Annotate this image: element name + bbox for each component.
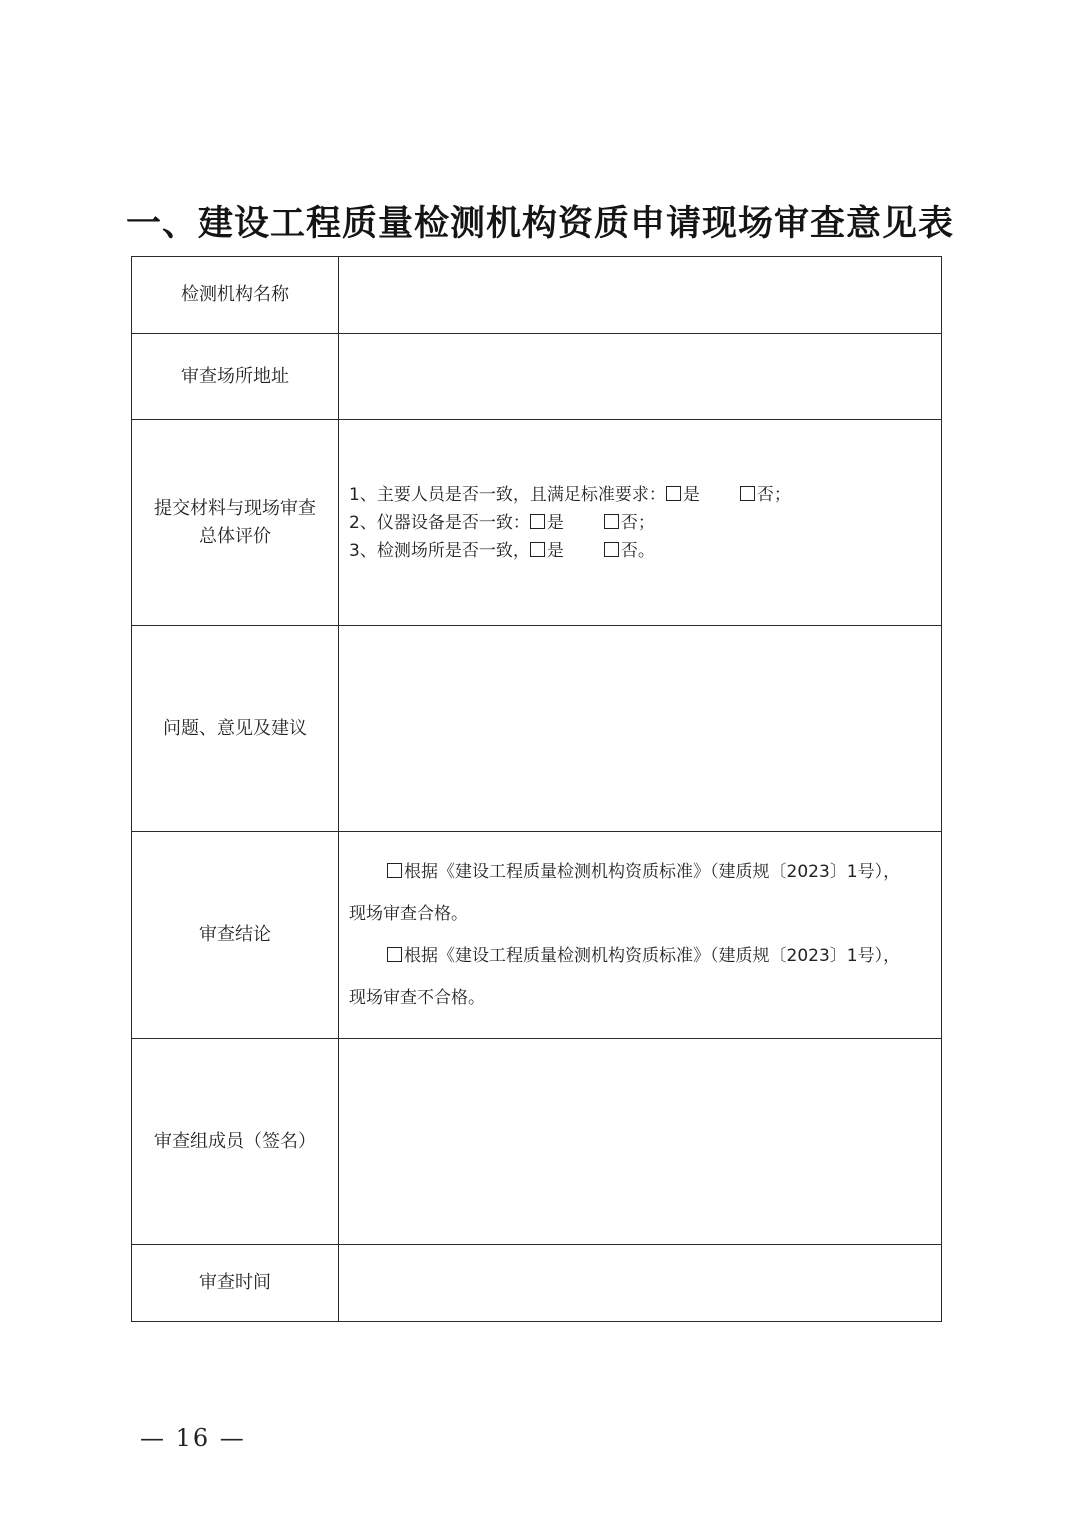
- fail-line1: 根据《建设工程质量检测机构资质标准》（建质规〔2023〕1号），: [404, 946, 901, 966]
- yes-option[interactable]: [666, 481, 700, 509]
- pass-line2: 现场审查合格。: [349, 904, 468, 924]
- checkbox-icon[interactable]: [740, 486, 755, 501]
- yes-option[interactable]: [530, 537, 564, 565]
- evaluation-item-text: 1、主要人员是否一致，且满足标准要求：: [349, 484, 666, 505]
- issues-label: 问题、意见及建议: [132, 626, 339, 832]
- fail-option[interactable]: [349, 935, 933, 977]
- org-name-field[interactable]: [339, 257, 942, 334]
- issues-field[interactable]: [339, 626, 942, 832]
- site-address-label: 审查场所地址: [132, 334, 339, 420]
- evaluation-item: [349, 537, 941, 565]
- table-row: [132, 1245, 942, 1322]
- review-time-field[interactable]: [339, 1245, 942, 1322]
- evaluation-item: [349, 509, 941, 537]
- table-row: [132, 1039, 942, 1245]
- pass-line1: 根据《建设工程质量检测机构资质标准》（建质规〔2023〕1号），: [404, 862, 901, 882]
- no-label: 否；: [756, 484, 791, 505]
- table-row: [132, 334, 942, 420]
- no-option[interactable]: [604, 509, 655, 537]
- conclusion-label: 审查结论: [132, 832, 339, 1039]
- yes-label: 是: [546, 540, 564, 561]
- checkbox-icon[interactable]: [604, 542, 619, 557]
- no-label: 否；: [620, 512, 655, 533]
- fail-line2: 现场审查不合格。: [349, 988, 485, 1008]
- checkbox-icon[interactable]: [530, 514, 545, 529]
- review-form-table: [131, 256, 942, 1322]
- table-row: [132, 832, 942, 1039]
- yes-option[interactable]: [530, 509, 564, 537]
- evaluation-list: [339, 481, 941, 565]
- table-row: [132, 626, 942, 832]
- org-name-label: 检测机构名称: [132, 257, 339, 334]
- table-row: [132, 257, 942, 334]
- evaluation-item-text: 3、检测场所是否一致，: [349, 540, 530, 561]
- conclusion-options: [339, 851, 941, 1019]
- checkbox-icon[interactable]: [666, 486, 681, 501]
- evaluation-field: [339, 420, 942, 626]
- checkbox-icon[interactable]: [387, 863, 402, 878]
- page-number: — 16 —: [140, 1424, 246, 1452]
- evaluation-label-line2: 总体评价: [199, 525, 271, 547]
- conclusion-field: [339, 832, 942, 1039]
- page-title: 一、建设工程质量检测机构资质申请现场审查意见表: [125, 204, 954, 244]
- evaluation-label-line1: 提交材料与现场审查: [154, 497, 316, 519]
- yes-label: 是: [546, 512, 564, 533]
- yes-label: 是: [682, 484, 700, 505]
- site-address-field[interactable]: [339, 334, 942, 420]
- checkbox-icon[interactable]: [387, 947, 402, 962]
- evaluation-item: [349, 481, 941, 509]
- members-signature-field[interactable]: [339, 1039, 942, 1245]
- members-label: 审查组成员（签名）: [132, 1039, 339, 1245]
- checkbox-icon[interactable]: [530, 542, 545, 557]
- no-label: 否。: [620, 540, 655, 561]
- evaluation-item-text: 2、仪器设备是否一致：: [349, 512, 530, 533]
- review-time-label: 审查时间: [132, 1245, 339, 1322]
- no-option[interactable]: [604, 537, 655, 565]
- checkbox-icon[interactable]: [604, 514, 619, 529]
- evaluation-label: [132, 420, 339, 626]
- pass-option[interactable]: [349, 851, 933, 893]
- table-row: [132, 420, 942, 626]
- no-option[interactable]: [740, 481, 791, 509]
